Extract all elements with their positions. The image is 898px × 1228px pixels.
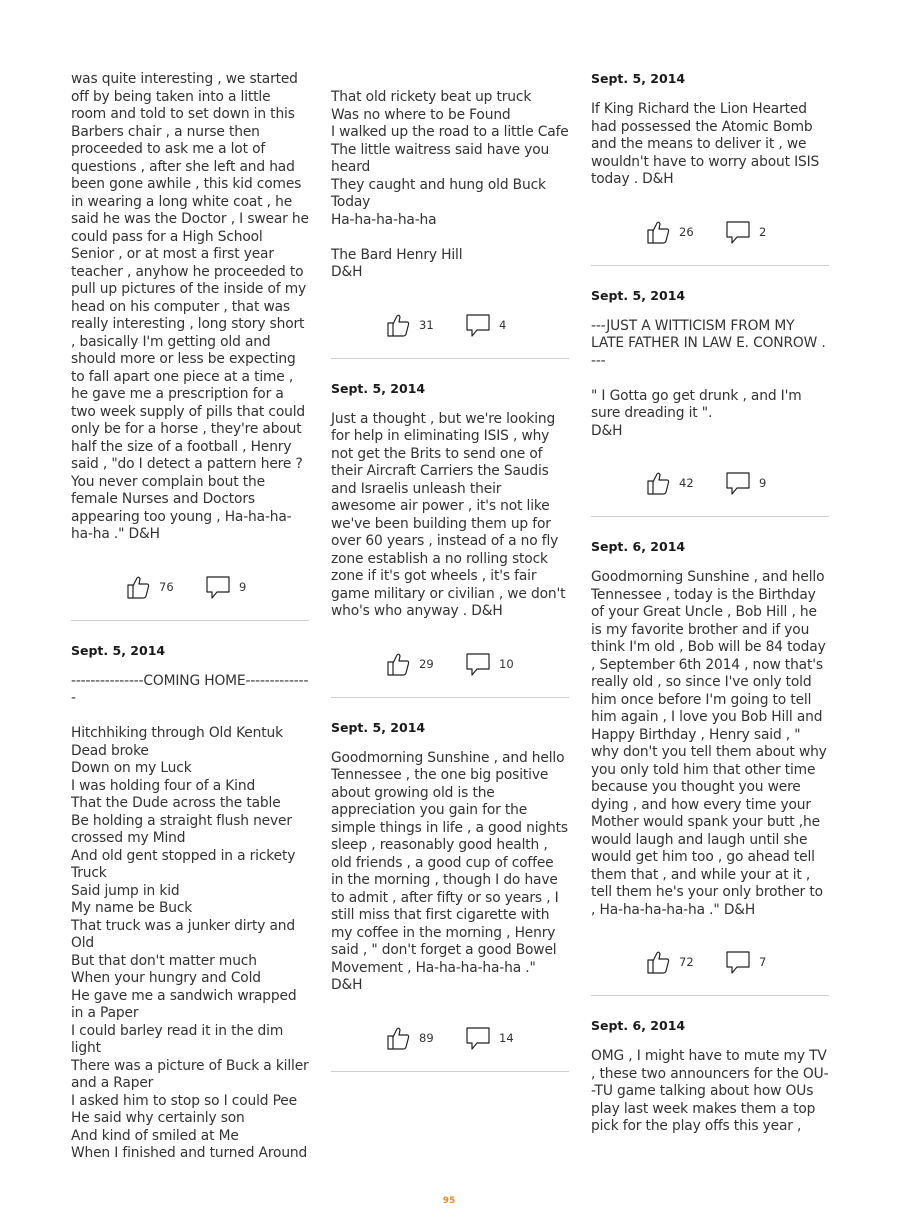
divider — [591, 995, 829, 996]
speech-bubble-icon — [725, 470, 751, 496]
divider — [71, 620, 309, 621]
post-text: That old rickety beat up truck Was no where to be Found I walked up the road to a little Cafe The little waitress said have you heard They caught and hung old Buck Today Ha-ha-ha-ha-ha The Bard Henry Hill D&H — [331, 89, 569, 280]
comment-button[interactable] — [725, 219, 775, 245]
comment-count: 9 — [759, 476, 767, 490]
thumbs-up-icon — [645, 470, 671, 496]
post — [591, 71, 829, 266]
post-text: Goodmorning Sunshine , and hello Tennessee , the one big positive about growing old is the appreciation you gain for the simple things in life , a good nights sleep , reasonably good health , old friends , a good cup of coffee in the morning , though I do have to admit , after fifty or so years , I still miss that first cigarette with my coffee in the morning , Henry said , " don't forget a good Bowel Movement , Ha-ha-ha-ha-ha ." D&H — [331, 749, 573, 993]
column-2 — [331, 89, 573, 1094]
thumbs-up-icon — [385, 1025, 411, 1051]
like-button[interactable] — [125, 574, 175, 600]
comment-count: 10 — [499, 656, 514, 671]
comment-button[interactable] — [205, 574, 255, 600]
like-button[interactable] — [645, 949, 695, 975]
speech-bubble-icon — [725, 219, 751, 245]
like-button[interactable] — [385, 1025, 435, 1051]
post — [591, 288, 829, 518]
like-count: 42 — [679, 476, 694, 490]
post-date: Sept. 5, 2014 — [71, 642, 166, 658]
post-stats — [331, 649, 569, 679]
post-text: ---JUST A WITTICISM FROM MY LATE FATHER IN LAW E. CONROW . --- " I Gotta go get drunk , and I'm sure dreading it ". D&H — [591, 317, 826, 439]
divider — [331, 1071, 569, 1072]
comment-button[interactable] — [725, 470, 775, 496]
column-3 — [591, 71, 829, 1136]
page-number: 95 — [442, 1196, 456, 1206]
like-count: 31 — [419, 317, 434, 332]
thumbs-up-icon — [385, 651, 411, 677]
speech-bubble-icon — [465, 1025, 491, 1051]
post-stats — [331, 310, 569, 340]
comment-button[interactable] — [725, 949, 775, 975]
post — [591, 539, 829, 996]
speech-bubble-icon — [465, 651, 491, 677]
thumbs-up-icon — [125, 574, 151, 600]
comment-count: 7 — [759, 955, 767, 969]
post-date: Sept. 5, 2014 — [331, 719, 426, 735]
comment-count: 9 — [239, 579, 247, 594]
post-stats — [591, 217, 829, 247]
divider — [591, 265, 829, 266]
post-date: Sept. 5, 2014 — [591, 287, 686, 303]
post — [71, 71, 314, 621]
post-text: Just a thought , but we're looking for help in eliminating ISIS , why not get the Brits to send one of their Aircraft Carriers the Saudis and Israelis unleash their awesome air power , it's not like we've been building them up for over 60 years , instead of a no fly zone establish a no rolling stock zone if it's got wheels , it's fair game military or civilian , we don't who's who anyway . D&H — [331, 410, 570, 619]
comment-button[interactable] — [465, 651, 515, 677]
post — [331, 381, 569, 698]
speech-bubble-icon — [465, 312, 491, 338]
divider — [331, 697, 569, 698]
like-button[interactable] — [385, 312, 435, 338]
post-date: Sept. 6, 2014 — [591, 539, 686, 554]
like-count: 29 — [419, 656, 434, 671]
comment-button[interactable] — [465, 1025, 515, 1051]
like-count: 89 — [419, 1030, 434, 1045]
post — [331, 719, 573, 1072]
post-stats — [591, 468, 829, 498]
thumbs-up-icon — [385, 312, 411, 338]
comment-count: 4 — [499, 317, 507, 332]
like-count: 76 — [159, 579, 174, 594]
post-stats — [331, 1023, 569, 1053]
comment-button[interactable] — [465, 312, 515, 338]
post-date: Sept. 5, 2014 — [591, 71, 686, 86]
like-count: 72 — [679, 955, 694, 969]
divider — [591, 516, 829, 517]
post-text: ---------------COMING HOME-------------- Hitchhiking through Old Kentuk Dead broke Down on my Luck I was holding four of a Kind That the Dude across the table Be holding a straight flush never crossed my Mind And old gent stopped in a rickety Truck Said jump in kid My name be Buck That truck was a junker dirty and Old But that don't matter much When your hungry and Cold He gave me a sandwich wrapped in a Paper I could barley read it in the dim light There was a picture of Buck a killer and a Raper I asked him to stop so I could Pee He said why certainly son And kind of smiled at Me When I finished and turned Around — [71, 672, 309, 1161]
comment-count: 2 — [759, 224, 767, 239]
post-text: OMG , I might have to mute my TV , these two announcers for the OU--TU game talking about how OUs play last week makes them a top pick for the play offs this year , — [591, 1048, 831, 1134]
post-stats — [71, 572, 309, 602]
like-count: 26 — [679, 224, 694, 239]
divider — [331, 358, 569, 359]
thumbs-up-icon — [645, 949, 671, 975]
like-button[interactable] — [385, 651, 435, 677]
post — [331, 89, 569, 359]
column-1 — [71, 71, 314, 1163]
post-text: Goodmorning Sunshine , and hello Tennessee , today is the Birthday of your Great Uncle , Bob Hill , he is my favorite brother and if you think I'm old , Bob will be 84 today , September 6th 2014 , now that's really old , so since I've only told him once before I'm going to tell him again , I love you Bob Hill and Happy Birthday , Henry said , " why don't you tell them about why you only told him that other time because you thought you were dying , and how every time your Mother would spank your butt ,he would laugh and laugh until she would get him too , go ahead tell them that , and while your at it , tell them he's your only brother to , Ha-ha-ha-ha-ha ." D&H — [591, 569, 831, 918]
post-stats — [591, 947, 829, 977]
thumbs-up-icon — [645, 219, 671, 245]
speech-bubble-icon — [725, 949, 751, 975]
post-text: was quite interesting , we started off by being taken into a little room and told to set down in this Barbers chair , a nurse then proceeded to ask me a lot of questions , after she left and had been gone awhile , this kid comes in wearing a long white coat , he said he was the Doctor , I swear he could pass for a High School Senior , or at most a first year teacher , anyhow he proceeded to pull up pictures of the inside of my head on his computer , that was really interesting , long story short , basically I'm getting old and should more or less be expecting to fall apart one piece at a time , he gave me a prescription for a two week supply of pills that could only be for a horse , they're about half the size of a football , Henry said , "do I detect a pattern here ? You never complain bout the female Nurses and Doctors appearing too young , Ha-ha-ha-ha-ha ." D&H — [71, 71, 314, 542]
comment-count: 14 — [499, 1030, 514, 1045]
post — [71, 643, 309, 1163]
like-button[interactable] — [645, 219, 695, 245]
post-text: If King Richard the Lion Hearted had possessed the Atomic Bomb and the means to deliver it , we wouldn't have to worry about ISIS today . D&H — [591, 101, 824, 187]
post — [591, 1018, 829, 1136]
post-date: Sept. 5, 2014 — [331, 380, 426, 396]
like-button[interactable] — [645, 470, 695, 496]
post-date: Sept. 6, 2014 — [591, 1018, 686, 1033]
speech-bubble-icon — [205, 574, 231, 600]
